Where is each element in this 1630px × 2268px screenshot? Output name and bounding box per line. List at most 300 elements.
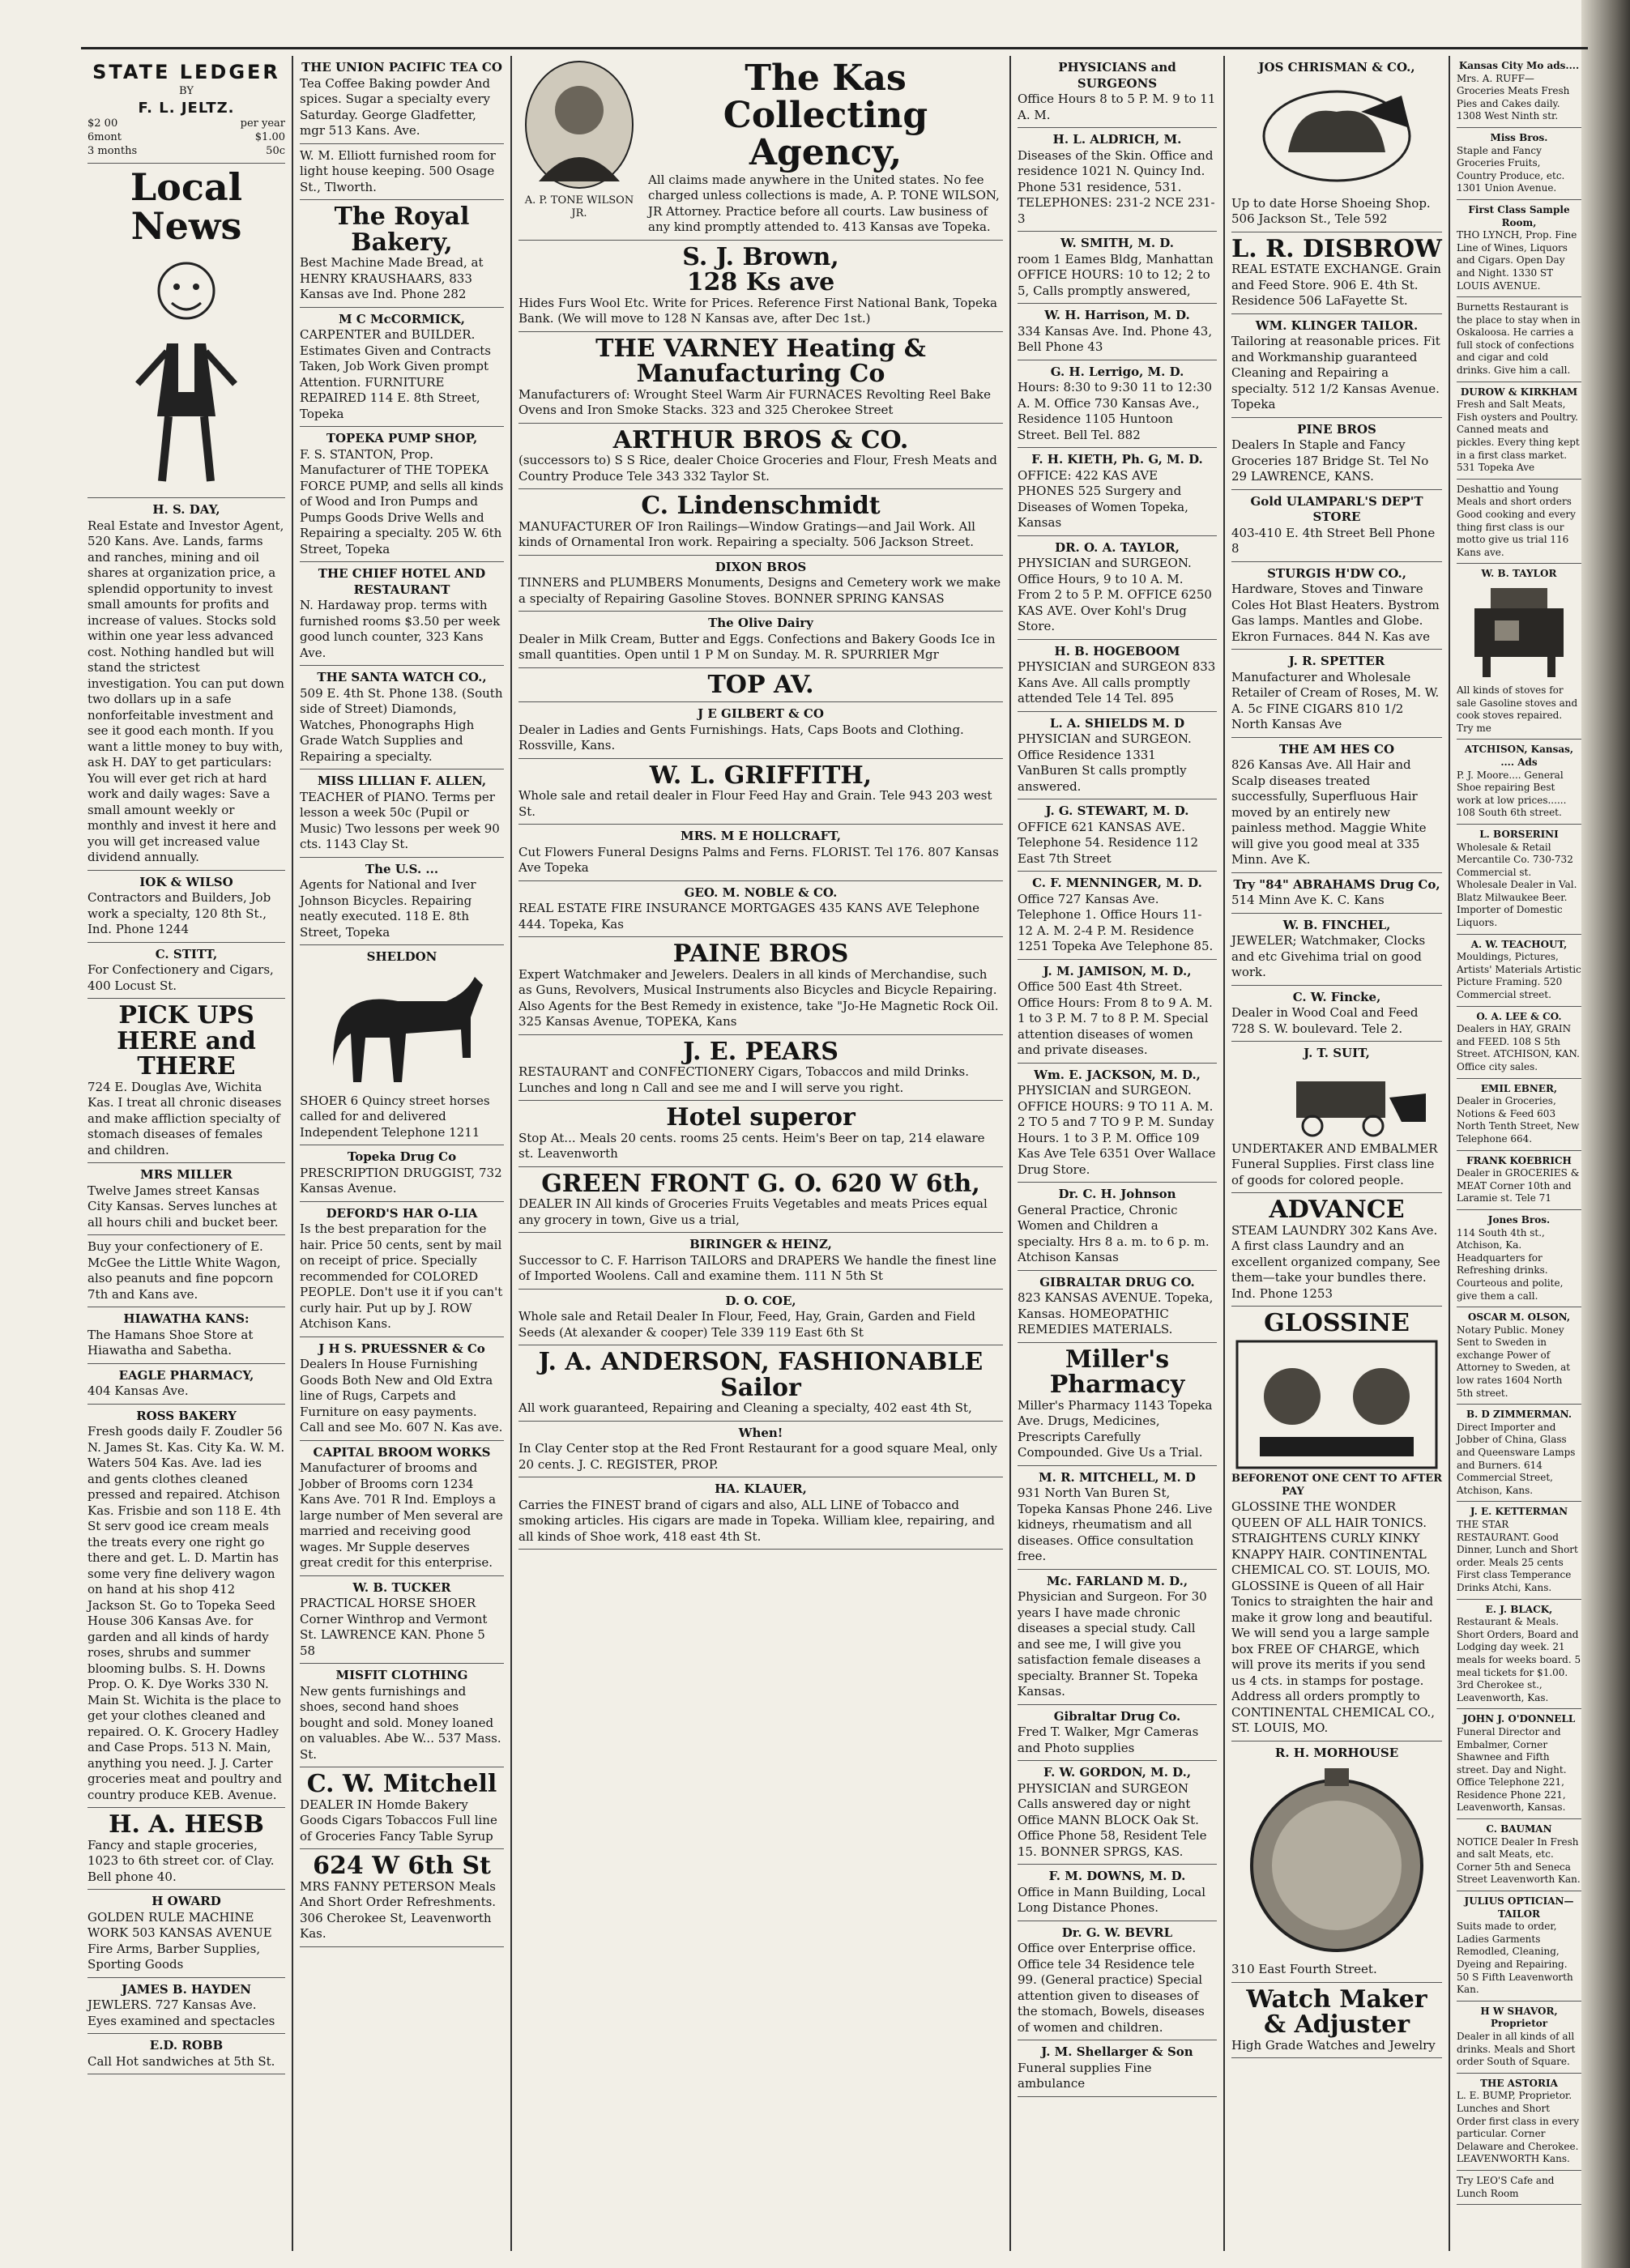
ad-body: 404 Kansas Ave. [87, 1383, 189, 1399]
ad-body: Is the best preparation for the hair. Price 50 cents, sent by mail on receipt of price. Specially recommended for COLORED PEOPLE. Don't use it if you can't curly hair. Put up by J. ROW Atchison Kans. [300, 1221, 503, 1331]
ad-h-l-aldrich-m [1018, 128, 1217, 232]
ad-heading: Watch Maker & Adjuster [1246, 1985, 1427, 2040]
ad-body: RESTAURANT and CONFECTIONERY Cigars, Tobaccos and mild Drinks. Lunches and long n Call and see me and I will serve you right. [518, 1064, 970, 1095]
ad-heading: C. Lindenschmidt [641, 492, 881, 521]
ad-heading: O. A. LEE & CO. [1476, 1010, 1562, 1022]
ad-body: For Confectionery and Cigars, 400 Locust St. [87, 962, 274, 993]
ad-heading: THE AM HES CO [1278, 741, 1395, 757]
ad-m-r-mitchell-m-d [1018, 1466, 1217, 1570]
ad-kansas-city-mo-ads [1457, 56, 1581, 128]
ad-miss-bros [1457, 128, 1581, 200]
ad-body: Office 727 Kansas Ave. Telephone 1. Office Hours 11-12 A. M. 2-4 P. M. Residence 1251 Topeka Ave Telephone 85. [1018, 891, 1214, 953]
ad-heading: L. BORSERINI [1479, 828, 1559, 840]
ad-mc-farland-m-d [1018, 1570, 1217, 1705]
ad-body: Deshattio and Young Meals and short orders Good cooking and every thing first class is our motto give us trial 116 Kans ave. [1457, 483, 1576, 558]
ad-notice-3 [1457, 297, 1581, 382]
ad-j-m-shellarger-son [1018, 2040, 1217, 2097]
ad-w-b-tucker [300, 1576, 504, 1665]
column-5-ads [1231, 56, 1442, 2058]
ad-c-bauman [1457, 1819, 1581, 1891]
ad-heading: The Royal Bakery, [334, 202, 470, 257]
ad-body: Successor to C. F. Harrison TAILORS and DRAPERS We handle the finest line of Imported Woolens. Call and examine them. 111 N 5th St [518, 1252, 996, 1284]
ad-body: Suits made to order, Ladies Garments Remodled, Cleaning, Dyeing and Repairing. 50 S Fifth Leavenworth Kan. [1457, 1921, 1573, 1996]
ad-body: JEWELER; Watchmaker, Clocks and etc Givehima trial on good work. [1231, 933, 1426, 979]
column-5 [1225, 56, 1450, 2251]
ad-w-b-taylor [1457, 564, 1581, 740]
ad-body: Try LEO'S Cafe and Lunch Room [1457, 2174, 1555, 2199]
ad-body: General Practice, Chronic Women and Children a specialty. Hrs 8 a. m. to 6 p. m. Atchison Kansas [1018, 1202, 1210, 1264]
ad-heading: ROSS BAKERY [136, 1408, 237, 1423]
ad-body: Wholesale & Retail Mercantile Co. 730-732 Commercial st. Wholesale Dealer in Val. Blatz Milwaukee Beer. Importer of Domestic Liquors. [1457, 841, 1577, 929]
ad-gibraltar-drug-co [1018, 1271, 1217, 1343]
ad-heading: HIAWATHA KANS: [123, 1311, 250, 1327]
ad-john-j-o-donnell [1457, 1709, 1581, 1819]
collecting-agency-title: The Kas Collecting Agency, [723, 58, 928, 174]
ad-heading: MRS MILLER [140, 1167, 233, 1183]
ad-heading: J. M. Shellarger & Son [1041, 2044, 1193, 2059]
ad-body: In Clay Center stop at the Red Front Restaurant for a good square Meal, only 20 cents. J. C. REGISTER, PROP. [518, 1441, 998, 1472]
ad-body: 514 Minn Ave K. C. Kans [1231, 893, 1385, 907]
subscription-price: per year [240, 117, 285, 130]
ad-top-av [518, 668, 1003, 703]
ad-body: Whole sale and Retail Dealer In Flour, Feed, Hay, Grain, Garden and Field Seeds (At alexander & cooper) Tele 339 119 East 6th St [518, 1309, 975, 1340]
page-edge-shadow [1581, 0, 1630, 2268]
ad-heading: DIXON BROS [715, 559, 807, 574]
newspaper-page [81, 47, 1588, 2258]
ad-body: PHYSICIAN and SURGEON Calls answered day or night Office MANN BLOCK Oak St. Office Phone 58, Resident Tele 15. BONNER SPRGS, KAS. [1018, 1780, 1207, 1859]
ad-heading: S. J. Brown, [682, 242, 839, 271]
ad-heading: J. T. SUIT, [1304, 1046, 1370, 1060]
ad-body: Burnetts Restaurant is the place to stay when in Oskaloosa. He carries a full stock of confections and cigar and cold drinks. Give him a call. [1457, 301, 1581, 377]
ad-body: THO LYNCH, Prop. Fine Line of Wines, Liquors and Cigars. Open Day and Night. 1330 ST LOUIS AVENUE. [1457, 229, 1577, 292]
ad-c-w-fincke [1231, 986, 1442, 1042]
ad-body: Dealers In House Furnishing Goods Both New and Old Extra line of Rugs, Carpets and Furniture on easy payments. Call and see Mo. 607 N. Kas ave. [300, 1357, 503, 1435]
ad-heading: OSCAR M. OLSON, [1467, 1311, 1571, 1324]
ad-body: Tea Coffee Baking powder And spices. Sugar a specialty every Saturday. George Gladfetter, mgr 513 Kans. Ave. [300, 75, 490, 138]
ad-body: Whole sale and retail dealer in Flour Feed Hay and Grain. Tele 943 203 west St. [518, 788, 992, 819]
ad-pine-bros [1231, 418, 1442, 490]
ad-mrs-m-e-hollcraft [518, 825, 1003, 881]
before-label: BEFORE [1231, 1472, 1282, 1485]
ad-heading: C. W. Mitchell [306, 1770, 497, 1798]
ad-dr-g-w-bevrl [1018, 1921, 1217, 2041]
ad-body: Fancy and staple groceries, 1023 to 6th street cor. of Clay. Bell phone 40. [87, 1837, 275, 1884]
ad-body: Direct Importer and Jobber of China, Glass and Queensware Lamps and Burners. 614 Commercial Street, Atchison, Kans. [1457, 1421, 1576, 1496]
ad-body: PHYSICIAN and SURGEON. Office Hours, 9 to 10 A. M. From 2 to 5 P. M. OFFICE 6250 KAS AVE. Over Kohl's Drug Store. [1018, 556, 1212, 633]
ad-heading: G. H. Lerrigo, M. D. [1050, 364, 1184, 379]
ad-heading: J. E. PEARS [683, 1037, 838, 1066]
ad-misfit-clothing [300, 1664, 504, 1767]
ad-gibraltar-drug-co [1018, 1705, 1217, 1762]
ad-f-m-downs-m-d [1018, 1865, 1217, 1921]
ad-body: The Hamans Shoe Store at Hiawatha and Sabetha. [87, 1327, 254, 1358]
portrait-caption: A. P. TONE WILSON JR. [524, 194, 634, 220]
ad-heading: MISS LILLIAN F. ALLEN, [317, 774, 487, 788]
ad-heading: THE UNION PACIFIC TEA CO [301, 60, 502, 75]
stove-illustration [1458, 584, 1580, 681]
ad-body: Manufacturers of: Wrought Steel Warm Air FURNACES Revolting Reel Bake Ovens and Iron Smoke Stacks. 323 and 325 Cherokee Street [518, 386, 992, 418]
column-1-ads [87, 498, 285, 2074]
ad-heading: W. SMITH, M. D. [1060, 236, 1174, 250]
hearse-illustration [1240, 1065, 1434, 1138]
ad-heading: H. A. HESB [109, 1810, 264, 1840]
ad-frank-koebrich [1457, 1151, 1581, 1210]
ad-hiawatha-kans [87, 1307, 285, 1364]
ad-heading: L. A. SHIELDS M. D [1049, 715, 1185, 731]
ad-body: Office in Mann Building, Local Long Distance Phones. [1018, 1884, 1206, 1915]
ad-j-m-jamison-m-d [1018, 960, 1217, 1064]
ad-body: 114 South 4th st., Atchison, Ka. Headquarters for Refreshing drinks. Courteous and polite, give them a call. [1457, 1226, 1564, 1302]
ad-body: Restaurant & Meals. Short Orders, Board and Lodging day week. 21 meals for weeks board. 5 meal tickets for $1.00. 3rd Cherokee st., Leavenworth, Kas. [1457, 1616, 1581, 1703]
ad-the-santa-watch-co [300, 666, 504, 770]
ad-body: room 1 Eames Bldg, Manhattan OFFICE HOURS: 10 to 12; 2 to 5, Calls promptly answered, [1018, 251, 1214, 298]
ad-heading: STURGIS H'DW CO., [1267, 565, 1406, 581]
ad-e-d-robb [87, 2034, 285, 2074]
ad-h-oward [87, 1890, 285, 1978]
ad-heading: C. STITT, [155, 946, 218, 961]
ad-j-a-anderson-fashionable-sailor [518, 1345, 1003, 1422]
ad-heading: First Class Sample Room, [1468, 203, 1570, 228]
ad-durow-kirkham [1457, 382, 1581, 480]
ad-heading: W. L. GRIFFITH, [649, 761, 873, 790]
ad-body: UNDERTAKER AND EMBALMER Funeral Supplies. First class line of goods for colored people. [1231, 1140, 1438, 1187]
ad-body: Buy your confectionery of E. McGee the Little White Wagon, also peanuts and fine popcorn 7th and Kans ave. [87, 1239, 281, 1302]
ad-body: Fred T. Walker, Mgr Cameras and Photo supplies [1018, 1724, 1199, 1755]
subscription-price: 50c [266, 145, 285, 158]
ad-heading: GLOSSINE [1264, 1309, 1410, 1337]
ad-body: DEALER IN Homde Bakery Goods Cigars Tobaccos Full line of Groceries Fancy Table Syrup [300, 1797, 497, 1844]
ad-body: Miller's Pharmacy 1143 Topeka Ave. Drugs, Medicines, Prescripts Carefully Compounded. Give Us a Trial. [1018, 1397, 1213, 1460]
ad-subheading: 128 Ks ave [686, 268, 835, 297]
ad-jones-bros [1457, 1210, 1581, 1307]
ad-ross-bakery [87, 1405, 285, 1809]
ad-body: Dealer in Milk Cream, Butter and Eggs. Confections and Bakery Goods Ice in small quantities. Open until 1 P M on Sunday. M. R. SPURRIER Mgr [518, 631, 996, 663]
ad-green-front-g-o-620-w-6th [518, 1167, 1003, 1234]
ad-hotel-superor [518, 1101, 1003, 1167]
ad-body: 403-410 E. 4th Street Bell Phone 8 [1231, 525, 1436, 556]
ad-heading: CAPITAL BROOM WORKS [313, 1444, 491, 1460]
ad-body: REAL ESTATE EXCHANGE. Grain and Feed Store. 906 E. 4th St. Residence 506 LaFayette St. [1231, 262, 1441, 308]
ad-heading: J E GILBERT & CO [698, 706, 824, 722]
ad-heading: FRANK KOEBRICH [1466, 1154, 1572, 1166]
ad-heading: BIRINGER & HEINZ, [689, 1237, 832, 1252]
ad-wm-e-jackson-m-d [1018, 1064, 1217, 1183]
ad-c-lindenschmidt [518, 489, 1003, 556]
masthead-by: BY [179, 85, 194, 98]
ad-heading: H. S. DAY, [152, 502, 220, 518]
ad-dr-o-a-taylor [1018, 536, 1217, 640]
ad-heading: Miller's Pharmacy [1049, 1345, 1185, 1399]
masthead-title: STATE LEDGER [92, 61, 280, 83]
ad-body: REAL ESTATE FIRE INSURANCE MORTGAGES 435 KANS AVE Telephone 444. Topeka, Kas [518, 901, 980, 932]
local-news-banner [87, 164, 285, 498]
ad-d-o-coe [518, 1290, 1003, 1346]
column-2 [293, 56, 512, 2251]
ad-the-chief-hotel-and-restaurant [300, 562, 504, 666]
ad-heading: MRS. M E HOLLCRAFT, [680, 829, 842, 844]
ad-h-w-shavor-proprietor [1457, 2002, 1581, 2074]
ad-body: PHYSICIAN and SURGEON. Office Residence 1331 VanBuren St calls promptly answered. [1018, 731, 1192, 794]
ad-when [518, 1422, 1003, 1478]
ad-heading: E. J. BLACK, [1485, 1603, 1553, 1615]
ad-notice-5 [87, 1235, 285, 1307]
ad-wm-klinger-tailor [1231, 314, 1442, 418]
ad-body: 334 Kansas Ave. Ind. Phone 43, Bell Phone 43 [1018, 323, 1213, 354]
ad-w-smith-m-d [1018, 232, 1217, 304]
ad-body: Office Hours 8 to 5 P. M. 9 to 11 A. M. [1018, 92, 1216, 122]
ad-emil-ebner [1457, 1079, 1581, 1151]
ad-m-c-mccormick [300, 308, 504, 428]
ad-heading: C. F. MENNINGER, M. D. [1032, 876, 1202, 890]
ad-heading: F. W. GORDON, M. D., [1043, 1765, 1192, 1780]
ad-heading: L. R. DISBROW [1231, 234, 1442, 263]
ad-the-olive-dairy [518, 612, 1003, 668]
ad-heading: ARTHUR BROS & CO. [612, 425, 909, 454]
ad-body: STEAM LAUNDRY 302 Kans Ave. A first class Laundry and an excellent organized company, See them—take your bundles there. Ind. Phone 1253 [1231, 1222, 1440, 1301]
ad-heading: The U.S. ... [365, 861, 439, 876]
subscription-term: 3 months [87, 145, 138, 158]
column-2-ads [300, 56, 504, 1947]
ad-body: Agents for National and Iver Johnson Bicycles. Repairing neatly executed. 118 E. 8th Street, Topeka [300, 877, 476, 940]
ad-r-h-morhouse [1231, 1742, 1442, 1983]
ad-dr-c-h-johnson [1018, 1183, 1217, 1271]
subscription-row [87, 131, 285, 145]
ad-oscar-m-olson [1457, 1307, 1581, 1405]
ad-heading: ADVANCE [1269, 1196, 1405, 1224]
ad-the-u-s [300, 858, 504, 946]
ad-j-e-gilbert-co [518, 702, 1003, 759]
subscription-row [87, 145, 285, 159]
ad-body: Mrs. A. RUFF—Groceries Meats Fresh Pies and Cakes daily. 1308 West Ninth str. [1457, 72, 1570, 122]
subscription-term: $2 00 [87, 117, 118, 130]
ad-body: P. J. Moore.... General Shoe repairing Best work at low prices...... 108 South 6th street. [1457, 769, 1567, 819]
ad-c-w-mitchell [300, 1767, 504, 1849]
ad-notice-23 [1457, 2171, 1581, 2205]
ad-physicians-and-surgeons [1018, 56, 1217, 128]
ad-heading: M. R. MITCHELL, M. D [1039, 1469, 1196, 1485]
ad-heading: Hotel superor [666, 1103, 856, 1132]
ad-heading: J. E. KETTERMAN [1470, 1506, 1568, 1518]
ad-body: L. E. BUMP, Proprietor. Lunches and Short Order first class in every particular. Corner Delaware and Cherokee. LEAVENWORTH Kans. [1457, 2090, 1580, 2165]
ad-sheldon [300, 945, 504, 1145]
ad-f-h-kieth-ph-g-m-d [1018, 448, 1217, 536]
ad-topeka-drug-co [300, 1145, 504, 1202]
ad-body: Fresh goods daily F. Zoudler 56 N. James St. Kas. City Ka. W. M. Waters 504 Kas. Ave. lad ies and gents clothes cleaned pressed and repaired. Atchison Kas. Frisbie and son 118 E. 4th St serv good ice cream meals the treats every one right go there and get. L. D. Martin has some very fine delivery wagon on hand at his shop 412 Jackson St. Go to Topeka Seed House 306 Kansas Ave. for garden and all kinds of hardy roses, shrubs and summer blooming bulbs. S. H. Downs Prop. O. K. Dye Works 330 N. Main St. Wichita is the place to get your clothes cleaned and repaired. O. K. Grocery Hadley and Case Props. 513 N. Main, anything you need. J. J. Carter groceries meat and poultry and country produce KEB. Avenue. [87, 1424, 285, 1802]
ad-dixon-bros [518, 556, 1003, 612]
cartoon-man-illustration [122, 246, 251, 489]
ad-l-a-shields-m-d [1018, 712, 1217, 800]
ad-biringer-heinz [518, 1233, 1003, 1290]
ad-body: Cut Flowers Funeral Designs Palms and Ferns. FLORIST. Tel 176. 807 Kansas Ave Topeka [518, 844, 999, 876]
ad-body: High Grade Watches and Jewelry [1231, 2037, 1436, 2053]
ad-body: Hours: 8:30 to 9:30 11 to 12:30 A. M. Office 730 Kansas Ave., Residence 1105 Huntoon Street. Bell Tel. 882 [1018, 380, 1213, 442]
ad-body: Dealers in HAY, GRAIN and FEED. 108 S 5th Street. ATCHISON, KAN. Office city sales. [1457, 1023, 1580, 1072]
ad-body: Up to date Horse Shoeing Shop. 506 Jackson St., Tele 592 [1231, 195, 1431, 226]
ad-heading: Miss Bros. [1490, 131, 1548, 143]
ad-body: Mouldings, Pictures, Artists' Materials Artistic Picture Framing. 520 Commercial street. [1457, 951, 1581, 1001]
ad-heading: W. B. FINCHEL, [1282, 917, 1391, 932]
ad-j-r-spetter [1231, 650, 1442, 738]
ad-body: TEACHER of PIANO. Terms per lesson a week 50c (Pupil or Music) Two lessons per week 90 cts. 1143 Clay St. [300, 789, 500, 851]
ad-the-am-hes-co [1231, 738, 1442, 873]
ad-heading: EAGLE PHARMACY, [118, 1367, 254, 1383]
ad-heading: W. H. Harrison, M. D. [1044, 308, 1190, 322]
ad-heading: J. M. JAMISON, M. D., [1043, 963, 1192, 978]
ad-ha-klauer [518, 1477, 1003, 1550]
ad-body: DEALER IN All kinds of Groceries Fruits Vegetables and meats Prices equal any grocery in town, Give us a trial, [518, 1196, 988, 1227]
ad-heading: H. B. HOGEBOOM [1054, 643, 1180, 659]
ad-heading: DEFORD'S HAR O-LIA [326, 1205, 478, 1221]
column-6-ads [1457, 56, 1581, 2205]
ad-e-j-black [1457, 1600, 1581, 1710]
ad-body: JEWLERS. 727 Kansas Ave. Eyes examined and spectacles [87, 1997, 275, 2028]
ad-body: Fresh and Salt Meats, Fish oysters and Poultry. Canned meats and pickles. Every thing kept in a first class market. 531 Topeka Ave [1457, 399, 1580, 474]
ad-heading: Topeka Drug Co [347, 1149, 457, 1164]
ad-capital-broom-works [300, 1441, 504, 1576]
ad-j-e-ketterman [1457, 1502, 1581, 1599]
ad-j-t-suit [1231, 1042, 1442, 1193]
column-4-ads [1018, 56, 1217, 2097]
ad-j-g-stewart-m-d [1018, 799, 1217, 872]
ad-heading: J. G. STEWART, M. D. [1045, 804, 1189, 818]
ad-the-varney-heating-manufacturing-co [518, 332, 1003, 424]
ad-body: 509 E. 4th St. Phone 138. (South side of Street) Diamonds, Watches, Phonographs High Grade Watch Supplies and Repairing a specialty. [300, 685, 503, 764]
ad-heading: JOHN J. O'DONNELL [1462, 1713, 1576, 1725]
portrait-photo [523, 60, 636, 190]
ad-heading: EMIL EBNER, [1480, 1082, 1558, 1094]
ad-body: Manufacturer and Wholesale Retailer of Cream of Roses, M. W. A. 5c FINE CIGARS 810 1/2 North Kansas Ave [1231, 669, 1440, 731]
ad-atchison-kansas-ads [1457, 740, 1581, 825]
ad-body: PRESCRIPTION DRUGGIST, 732 Kansas Avenue. [300, 1165, 502, 1196]
ad-heading: JAMES B. HAYDEN [122, 1981, 251, 1997]
subscription-term: 6mont [87, 131, 122, 144]
ad-heading: TOPEKA PUMP SHOP, [326, 431, 478, 446]
ad-c-f-menninger-m-d [1018, 872, 1217, 960]
ad-heading: PHYSICIANS and SURGEONS [1058, 60, 1176, 91]
ad-body: Real Estate and Investor Agent, 520 Kans. Ave. Lands, farms and ranches, mining and oil shares at organization price, a splendid opportunity to invest small amounts for profits and increase of values. Stocks sold within one year less advanced cost. Nothing handled but will stand the strictest investigation. You can put down two dollars up in a safe nonforfeitable investment and see it good each month. If you want a little money to buy with, ask H. DAY to get particulars: You will ever get rich at hard work and daily wages: Save a small amount weekly or monthly and invest it here and you will get increased value dividend annually. [87, 518, 284, 865]
ad-heading: F. H. KIETH, Ph. G, M. D. [1031, 452, 1203, 467]
portrait-block [518, 60, 640, 236]
ad-heading: SHELDON [366, 949, 437, 964]
ad-heading: THE VARNEY Heating & Manufacturing Co [595, 334, 926, 389]
ad-heading: B. D ZIMMERMAN. [1466, 1409, 1572, 1421]
ad-heading: THE SANTA WATCH CO., [317, 670, 487, 684]
ad-heading: W. B. TUCKER [352, 1580, 451, 1595]
ad-heading: PINE BROS [1297, 421, 1376, 437]
ad-arthur-bros-co [518, 424, 1003, 490]
ad-body: Office over Enterprise office. Office tele 34 Residence tele 99. (General practice) Special attention given to diseases of the stomach, Bowels, diseases of women and children. [1018, 1941, 1205, 2035]
ad-body: Dealer in Groceries, Notions & Feed 603 North Tenth Street, New Telephone 664. [1457, 1095, 1580, 1145]
ad-o-a-lee-co [1457, 1007, 1581, 1079]
ad-body: GLOSSINE THE WONDER QUEEN OF ALL HAIR TONICS. STRAIGHTENS CURLY KINKY KNAPPY HAIR. CONTINENTAL CHEMICAL CO. ST. LOUIS, MO. GLOSSINE is Queen of all Hair Tonics to straighten the hair and make it grow long and beautiful. We will send you a large sample box FREE OF CHARGE, which will prove its merits if you send us 4 cts. in stamps for postage. Address all orders promptly to CONTINENTAL CHEMICAL CO., ST. LOUIS, MO. [1231, 1499, 1436, 1736]
ad-l-borserini [1457, 825, 1581, 935]
ad-heading: E.D. ROBB [149, 2038, 224, 2053]
column-4 [1011, 56, 1225, 2251]
ad-body: F. S. STANTON, Prop. Manufacturer of THE TOPEKA FORCE PUMP, and sells all kinds of Wood and Iron Pumps and Pumps Goods Drive Wells and Repairing a specialty. 205 W. 6th Street, Topeka [300, 446, 504, 556]
ad-iok-wilso [87, 871, 285, 943]
ad-heading: JULIUS OPTICIAN—TAILOR [1464, 1895, 1574, 1920]
ad-heading: Wm. E. JACKSON, M. D., [1034, 1067, 1201, 1082]
ad-body: Staple and Fancy Groceries Fruits, Country Produce, etc. 1301 Union Avenue. [1457, 144, 1565, 194]
ad-body: Tailoring at reasonable prices. Fit and Workmanship guaranteed Cleaning and Repairing a specialty. 512 1/2 Kansas Avenue. Topeka [1231, 334, 1440, 411]
ad-s-j-brown [518, 241, 1003, 332]
ad-gold-ulamparl-s-dep-t-store [1231, 490, 1442, 562]
ad-heading: IOK & WILSO [139, 874, 233, 889]
ad-body: 931 North Van Buren St, Topeka Kansas Phone 246. Live kidneys, rheumatism and all diseases. Office consultation free. [1018, 1486, 1213, 1563]
ad-heading: Dr. C. H. Johnson [1058, 1187, 1176, 1201]
ad-heading: Jones Bros. [1487, 1213, 1551, 1226]
ad-body: Carries the FINEST brand of cigars and also, ALL LINE of Tobacco and smoking articles. His cigars are made in Topeka. William klee, repairing, and all kinds of Shoe work, 418 east 4th St. [518, 1497, 995, 1544]
ad-body: 310 East Fourth Street. [1231, 1962, 1377, 1977]
subscription-row [87, 117, 285, 131]
glossine-illustration [1235, 1340, 1438, 1469]
ad-body: CARPENTER and BUILDER. Estimates Given and Contracts Taken, Job Work Given prompt Attention. FURNITURE REPAIRED 114 E. 8th Street, Topeka [300, 327, 491, 421]
ad-body: GOLDEN RULE MACHINE WORK 503 KANSAS AVENUE Fire Arms, Barber Supplies, Sporting Goods [87, 1909, 272, 1972]
ad-heading: J. A. ANDERSON, FASHIONABLE Sailor [538, 1348, 984, 1402]
ad-j-h-s-pruessner-co [300, 1337, 504, 1441]
ad-body: OFFICE 621 KANSAS AVE. Telephone 54. Residence 112 East 7th Street [1018, 819, 1199, 866]
ad-heading: W. B. TAYLOR [1481, 568, 1557, 580]
ad-body: MRS FANNY PETERSON Meals And Short Order Refreshments. 306 Cherokee St, Leavenworth Kas. [300, 1878, 497, 1941]
ad-heading: F. M. DOWNS, M. D. [1048, 1869, 1186, 1883]
ad-body: Hides Furs Wool Etc. Write for Prices. Reference First National Bank, Topeka Bank. (We will move to 128 N Kansas ave, after Dec 1st.) [518, 295, 997, 326]
ad-heading: THE ASTORIA [1480, 2077, 1558, 2089]
ad-body: PHYSICIAN and SURGEON 833 Kans Ave. All calls promptly attended Tele 14 Tel. 895 [1018, 659, 1216, 706]
ad-heading: PICK UPS HERE and THERE [117, 1001, 256, 1081]
ad-body: Hardware, Stoves and Tinware Coles Hot Blast Heaters. Bystrom Gas lamps. Mantles and Globe. Ekron Furnaces. 844 N. Kas ave [1231, 582, 1440, 644]
ad-body: N. Hardaway prop. terms with furnished rooms $3.50 per week good lunch counter, 323 Kans Ave. [300, 598, 501, 660]
ad-l-r-disbrow [1231, 232, 1442, 314]
ad-body: Call Hot sandwiches at 5th St. [87, 2053, 275, 2069]
ad-624-w-6th-st [300, 1849, 504, 1947]
top-label: NOT ONE CENT TO PAY [1282, 1472, 1397, 1498]
ad-heading: ATCHISON, Kansas, .... Ads [1464, 744, 1574, 768]
ad-body: 724 E. Douglas Ave, Wichita Kas. I treat all chronic diseases and make affliction specialty of stomach diseases of females and children. [87, 1079, 282, 1157]
ad-heading: WM. KLINGER TAILOR. [1255, 318, 1419, 333]
ad-h-b-hogeboom [1018, 640, 1217, 712]
ad-w-l-griffith [518, 759, 1003, 825]
ad-james-b-hayden [87, 1978, 285, 2035]
ad-heading: GIBRALTAR DRUG CO. [1039, 1274, 1195, 1290]
masthead-editor: F. L. JELTZ. [138, 100, 235, 117]
ad-eagle-pharmacy [87, 1364, 285, 1405]
ad-heading: THE CHIEF HOTEL AND RESTAURANT [318, 566, 486, 597]
ad-heading: D. O. COE, [725, 1293, 796, 1308]
ad-body: THE STAR RESTAURANT. Good Dinner, Lunch and Short order. Meals 25 cents First class Temperance Drinks Atchi, Kans. [1457, 1519, 1578, 1593]
ad-paine-bros [518, 937, 1003, 1035]
ad-the-astoria [1457, 2074, 1581, 2171]
ad-heading: A. W. TEACHOUT, [1470, 938, 1568, 950]
ad-the-royal-bakery [300, 200, 504, 308]
ad-heading: When! [738, 1425, 783, 1440]
ad-heading: 624 W 6th St [313, 1852, 491, 1880]
ad-body: Funeral Director and Embalmer, Corner Shawnee and Fifth street. Day and Night. Office Telephone 221, Residence Phone 221, Leavenworth, Kansas. [1457, 1725, 1567, 1814]
ad-body: SHOER 6 Quincy street horses called for and delivered Independent Telephone 1211 [300, 1093, 490, 1140]
ad-body: All kinds of stoves for sale Gasoline stoves and cook stoves repaired. Try me [1457, 684, 1578, 734]
ad-body: 823 KANSAS AVENUE. Topeka, Kansas. HOMEOPATHIC REMEDIES MATERIALS. [1018, 1290, 1214, 1336]
masthead [87, 56, 285, 164]
column-3-ads [518, 241, 1003, 1550]
ad-w-b-finchel [1231, 914, 1442, 986]
ad-heading: DR. O. A. TAYLOR, [1055, 539, 1180, 555]
ad-h-s-day [87, 498, 285, 871]
ad-heading: PAINE BROS [672, 940, 849, 969]
ad-heading: H OWARD [151, 1894, 221, 1909]
ad-heading: DUROW & KIRKHAM [1460, 386, 1578, 398]
ad-body: W. M. Elliott furnished room for light house keeping. 500 Osage St., Tlworth. [300, 147, 496, 194]
collecting-agency-ad [518, 56, 1003, 241]
ad-deford-s-har-o-lia [300, 1202, 504, 1337]
